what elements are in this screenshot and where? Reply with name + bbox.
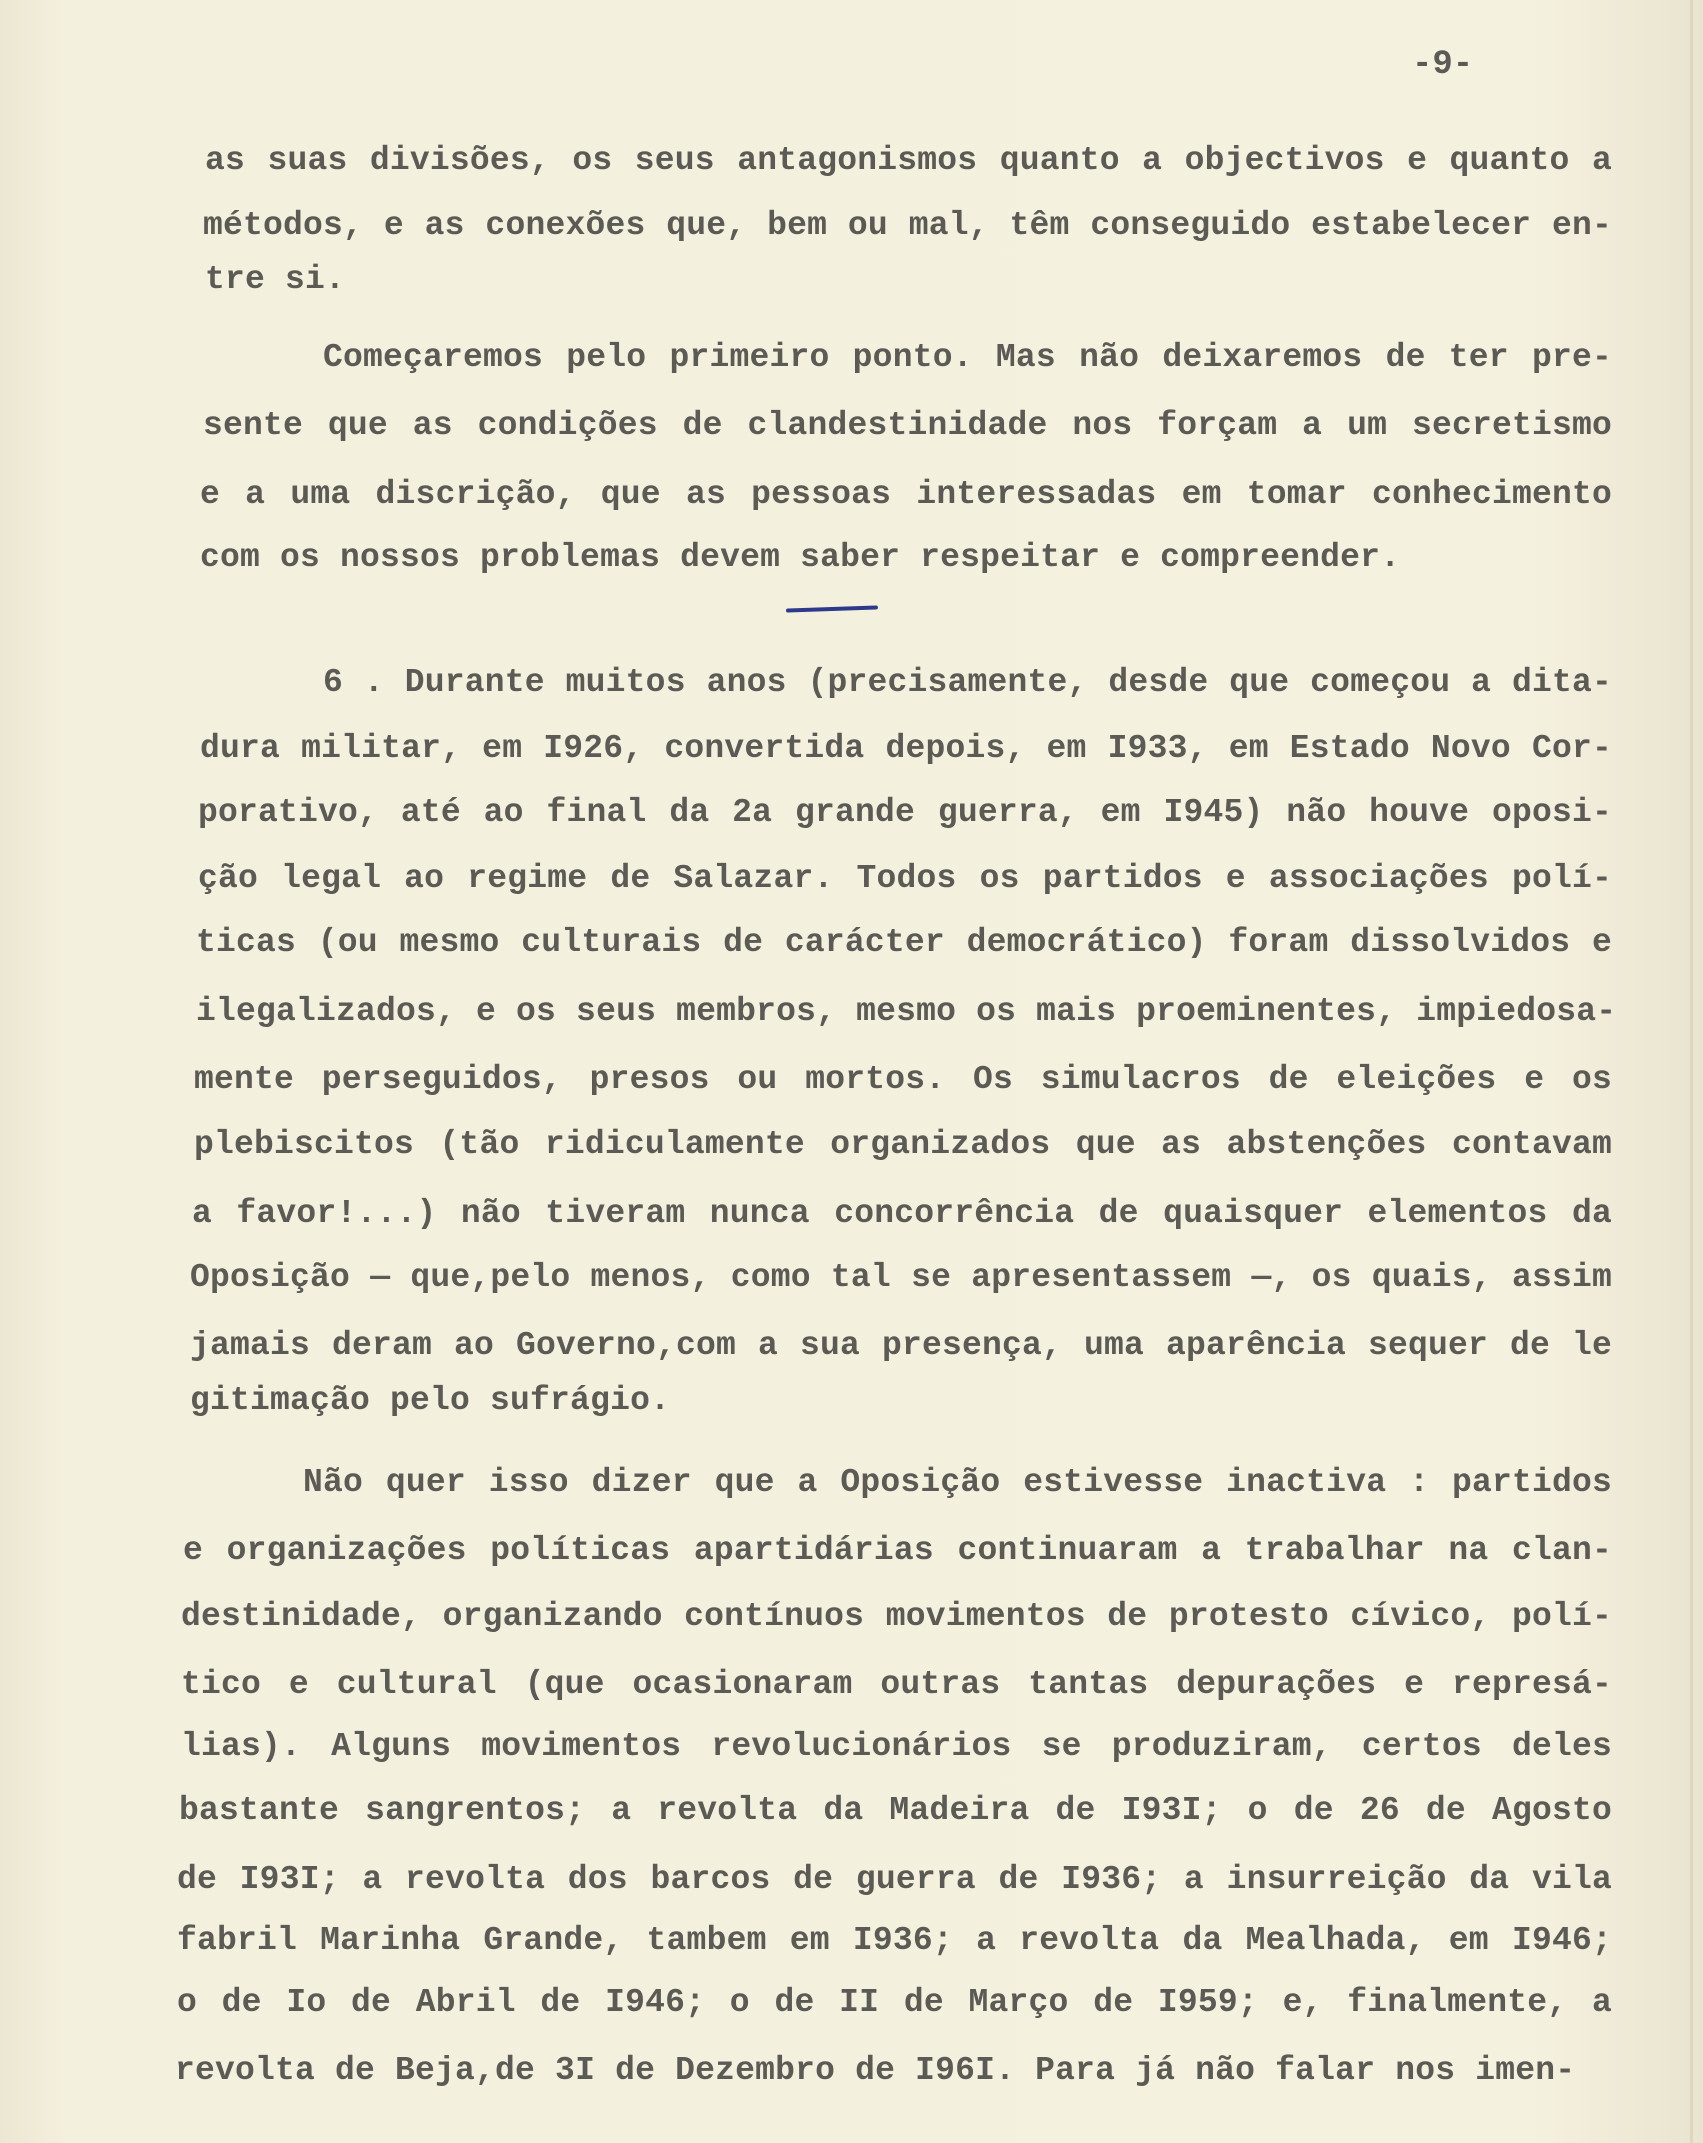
text-line: o de Io de Abril de I946; o de II de Março de I959; e, finalmente, a [177,1984,1612,2021]
text-line: Oposição — que,pelo menos, como tal se apresentassem —, os quais, assim [190,1259,1612,1296]
text-line: dura militar, em I926, convertida depois, em I933, em Estado Novo Cor- [200,730,1612,767]
text-line: plebiscitos (tão ridiculamente organizados que as abstenções contavam [194,1126,1612,1163]
text-line: e a uma discrição, que as pessoas interessadas em tomar conhecimento [200,476,1612,513]
text-line: e organizações políticas apartidárias continuaram a trabalhar na clan- [183,1532,1612,1569]
text-line: ilegalizados, e os seus membros, mesmo os mais proeminentes, impiedosa- [196,993,1617,1030]
text-line: de I93I; a revolta dos barcos de guerra de I936; a insurreição da vila [177,1861,1612,1898]
text-line: Não quer isso dizer que a Oposição estivesse inactiva : partidos [303,1464,1612,1501]
text-line: gitimação pelo sufrágio. [190,1382,671,1419]
text-line: com os nossos problemas devem saber respeitar e compreender. [200,539,1401,576]
text-line: revolta de Beja,de 3I de Dezembro de I96I. Para já não falar nos imen- [175,2052,1576,2089]
text-line: métodos, e as conexões que, bem ou mal, têm conseguido estabelecer en- [203,207,1612,244]
paper-edge [1690,0,1693,2143]
text-line: destinidade, organizando contínuos movimentos de protesto cívico, polí- [181,1598,1612,1635]
text-line: porativo, até ao final da 2a grande guerra, em I945) não houve oposi- [198,794,1612,831]
text-line: Começaremos pelo primeiro ponto. Mas não deixaremos de ter pre- [323,339,1612,376]
handwritten-separator-mark [786,605,878,612]
text-line: lias). Alguns movimentos revolucionários se produziram, certos deles [181,1728,1612,1765]
text-line: sente que as condições de clandestinidade nos forçam a um secretismo [203,407,1612,444]
page-number: -9- [1412,46,1474,84]
text-line: mente perseguidos, presos ou mortos. Os simulacros de eleições e os [194,1061,1612,1098]
text-line: as suas divisões, os seus antagonismos quanto a objectivos e quanto a [205,142,1612,179]
text-line: tico e cultural (que ocasionaram outras tantas depurações e represá- [181,1666,1612,1703]
text-line: jamais deram ao Governo,com a sua presença, uma aparência sequer de le [190,1327,1612,1364]
text-line: ticas (ou mesmo culturais de carácter democrático) foram dissolvidos e [196,924,1612,961]
text-line: fabril Marinha Grande, tambem em I936; a revolta da Mealhada, em I946; [177,1922,1612,1959]
text-line: bastante sangrentos; a revolta da Madeira de I93I; o de 26 de Agosto [179,1792,1612,1829]
text-line: a favor!...) não tiveram nunca concorrência de quaisquer elementos da [192,1195,1612,1232]
text-line: ção legal ao regime de Salazar. Todos os partidos e associações polí- [198,860,1612,897]
text-line: 6 . Durante muitos anos (precisamente, desde que começou a dita- [323,664,1612,701]
text-line: tre si. [205,261,346,298]
